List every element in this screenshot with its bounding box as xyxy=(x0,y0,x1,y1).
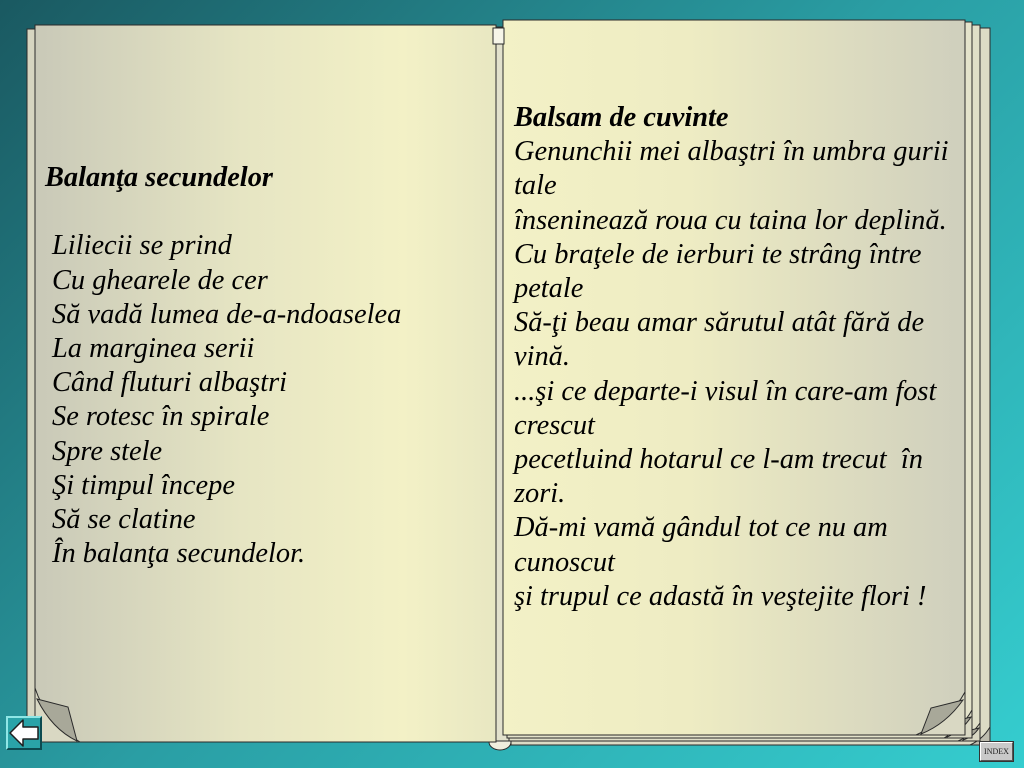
poem-line: Să-ţi beau amar sărutul atât fără de xyxy=(514,307,925,339)
poem-line: Să vadă lumea de-a-ndoaselea xyxy=(52,298,402,330)
right-poem-title: Balsam de cuvinte xyxy=(514,102,729,133)
poem-line: Şi timpul începe xyxy=(52,469,235,501)
poem-line: Genunchii mei albaştri în umbra gurii xyxy=(514,136,949,168)
spine-top-tab xyxy=(493,28,504,44)
poem-line: petale xyxy=(514,273,584,305)
poem-line: şi trupul ce adastă în veştejite flori ! xyxy=(514,580,927,612)
poem-line: vină. xyxy=(514,341,570,373)
left-poem-title: Balanţa secundelor xyxy=(45,162,273,193)
poem-line: Să se clatine xyxy=(52,504,196,536)
left-page-poem xyxy=(45,161,401,571)
poem-line: zori. xyxy=(514,478,566,510)
poem-line: tale xyxy=(514,170,557,202)
index-button[interactable] xyxy=(980,742,1013,761)
poem-line: ...şi ce departe-i visul în care-am fost xyxy=(514,375,937,407)
poem-line: crescut xyxy=(514,409,595,441)
poem-line: Spre stele xyxy=(52,435,163,467)
back-button[interactable] xyxy=(6,716,42,750)
index-button-label: INDEX xyxy=(984,747,1009,756)
poem-line: cunoscut xyxy=(514,546,615,578)
poem-line: pecetluind hotarul ce l-am trecut în xyxy=(514,444,923,476)
poem-line: Dă-mi vamă gândul tot ce nu am xyxy=(514,512,888,544)
poem-line: Cu braţele de ierburi te strâng între xyxy=(514,238,922,270)
poem-line: În balanţa secundelor. xyxy=(52,538,306,570)
poem-line: înseninează roua cu taina lor deplină. xyxy=(514,204,947,236)
poem-line: Se rotesc în spirale xyxy=(52,401,270,433)
poem-line: La marginea serii xyxy=(52,333,255,364)
poem-line: Când fluturi albaştri xyxy=(52,367,288,399)
poem-line: Cu ghearele de cer xyxy=(52,264,268,296)
poem-line: Liliecii se prind xyxy=(52,230,232,262)
left-arrow-icon xyxy=(8,718,40,748)
right-page-poem xyxy=(514,101,949,614)
